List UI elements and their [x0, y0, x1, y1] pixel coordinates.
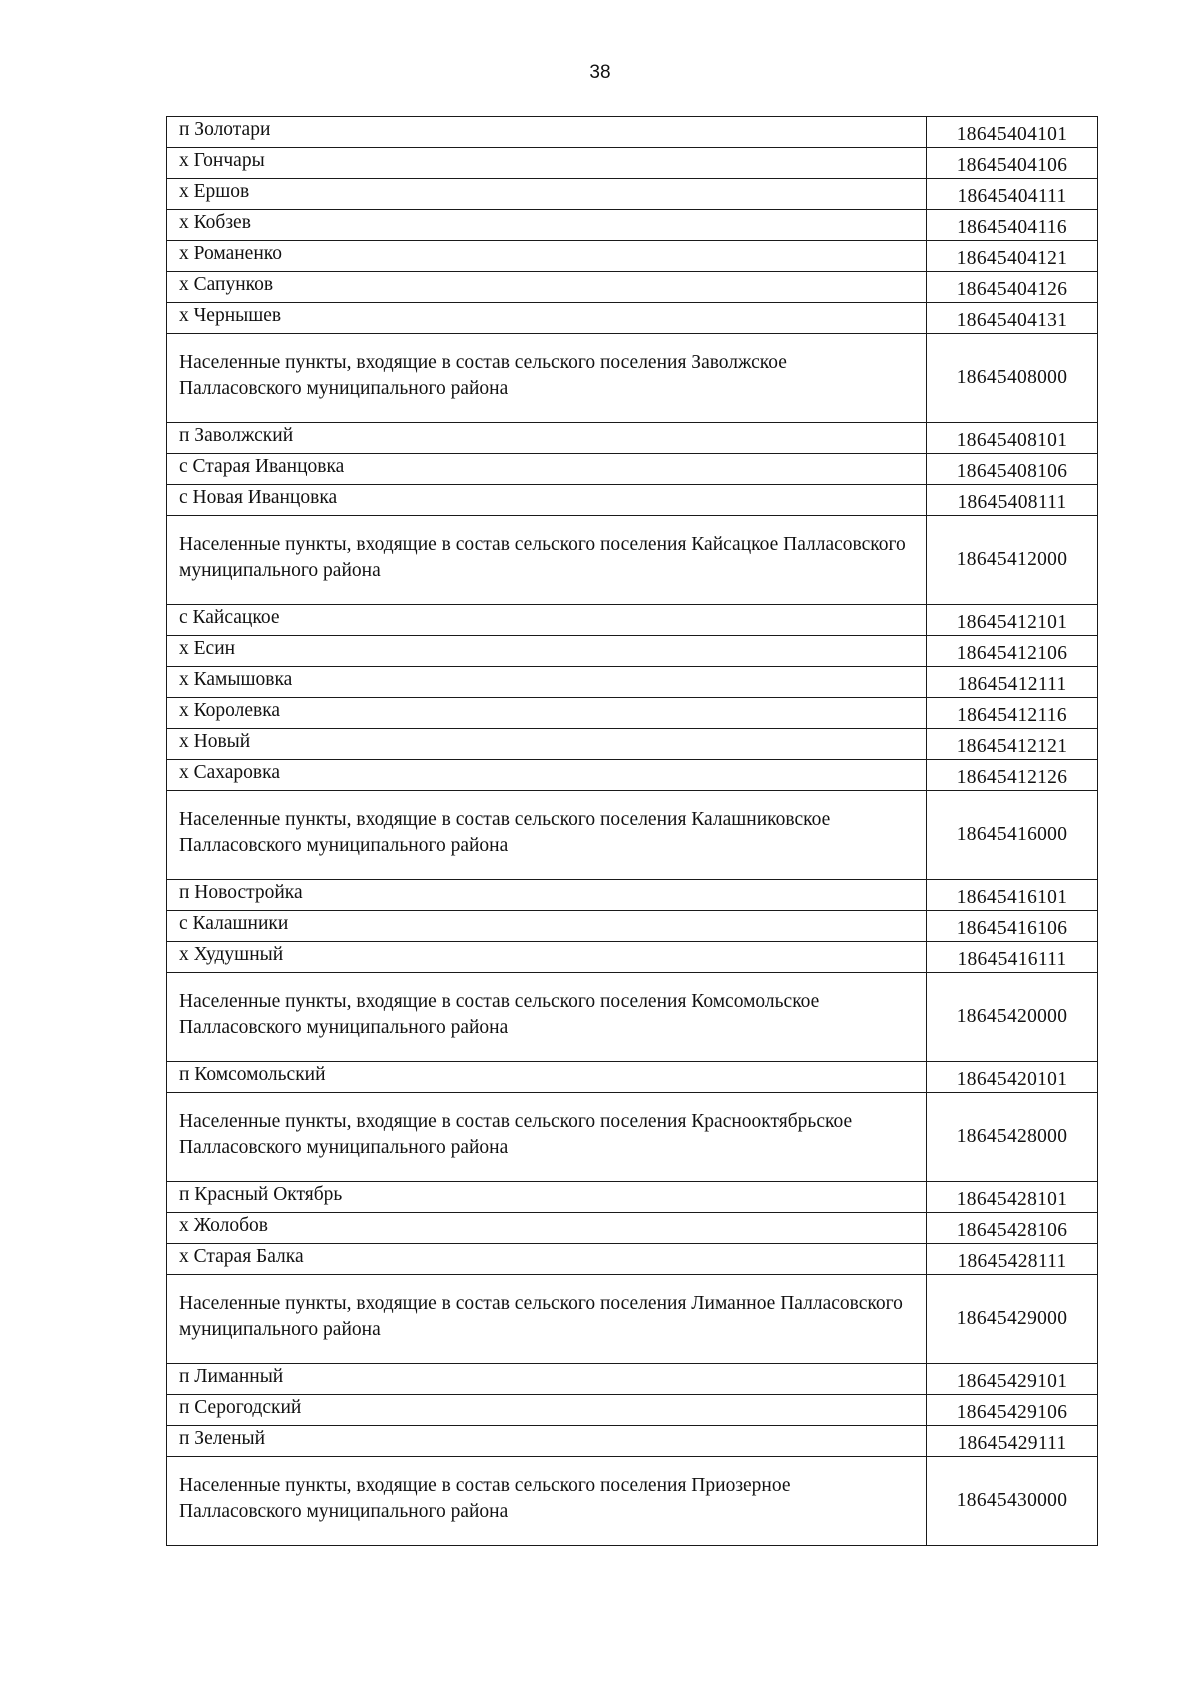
settlement-name-cell: Населенные пункты, входящие в состав сельского поселения Лиманное Палласовского муниципального района: [167, 1275, 927, 1364]
settlement-name-cell: Населенные пункты, входящие в состав сельского поселения Заволжское Палласовского муниципального района: [167, 334, 927, 423]
settlement-name-cell: Населенные пункты, входящие в состав сельского поселения Приозерное Палласовского муниципального района: [167, 1457, 927, 1546]
oktmo-code-cell: 18645404121: [927, 241, 1098, 272]
settlement-row: [167, 636, 1098, 667]
oktmo-code-cell: 18645412111: [927, 667, 1098, 698]
settlement-row: [167, 1182, 1098, 1213]
oktmo-code-cell: 18645412101: [927, 605, 1098, 636]
settlement-name-cell: х Камышовка: [167, 667, 927, 698]
oktmo-code-cell: 18645428000: [927, 1093, 1098, 1182]
settlement-name-cell: п Заволжский: [167, 423, 927, 454]
oktmo-code-cell: 18645429000: [927, 1275, 1098, 1364]
settlement-name-cell: п Зеленый: [167, 1426, 927, 1457]
settlement-name-cell: Населенные пункты, входящие в состав сельского поселения Краснооктябрьское Палласовского муниципального района: [167, 1093, 927, 1182]
settlement-row: [167, 698, 1098, 729]
settlement-name-cell: п Новостройка: [167, 880, 927, 911]
settlement-name-cell: х Кобзев: [167, 210, 927, 241]
settlement-name-cell: с Старая Иванцовка: [167, 454, 927, 485]
oktmo-code-cell: 18645416111: [927, 942, 1098, 973]
settlement-group-row: [167, 791, 1098, 880]
settlement-name-cell: х Гончары: [167, 148, 927, 179]
settlement-name-cell: п Красный Октябрь: [167, 1182, 927, 1213]
settlement-row: [167, 760, 1098, 791]
oktmo-code-cell: 18645404101: [927, 117, 1098, 148]
settlement-name-cell: х Жолобов: [167, 1213, 927, 1244]
settlement-row: [167, 241, 1098, 272]
settlement-name-cell: х Сахаровка: [167, 760, 927, 791]
oktmo-code-cell: 18645416106: [927, 911, 1098, 942]
oktmo-code-cell: 18645408111: [927, 485, 1098, 516]
settlement-name-cell: х Худушный: [167, 942, 927, 973]
settlement-row: [167, 729, 1098, 760]
settlement-row: [167, 210, 1098, 241]
oktmo-code-cell: 18645416101: [927, 880, 1098, 911]
oktmo-code-cell: 18645429106: [927, 1395, 1098, 1426]
settlement-row: [167, 454, 1098, 485]
settlement-name-cell: с Калашники: [167, 911, 927, 942]
oktmo-code-cell: 18645412000: [927, 516, 1098, 605]
settlement-group-row: [167, 516, 1098, 605]
oktmo-code-cell: 18645412106: [927, 636, 1098, 667]
settlement-name-cell: х Есин: [167, 636, 927, 667]
settlement-row: [167, 880, 1098, 911]
oktmo-code-cell: 18645404111: [927, 179, 1098, 210]
settlement-row: [167, 1426, 1098, 1457]
settlement-row: [167, 485, 1098, 516]
settlement-row: [167, 1244, 1098, 1275]
oktmo-code-cell: 18645404116: [927, 210, 1098, 241]
page-number: 38: [589, 62, 611, 83]
oktmo-code-cell: 18645430000: [927, 1457, 1098, 1546]
settlement-group-row: [167, 334, 1098, 423]
settlement-name-cell: с Новая Иванцовка: [167, 485, 927, 516]
settlement-row: [167, 272, 1098, 303]
oktmo-code-cell: 18645420101: [927, 1062, 1098, 1093]
settlement-group-row: [167, 1457, 1098, 1546]
oktmo-code-cell: 18645412116: [927, 698, 1098, 729]
settlement-name-cell: х Новый: [167, 729, 927, 760]
settlement-name-cell: х Сапунков: [167, 272, 927, 303]
settlement-group-row: [167, 973, 1098, 1062]
settlement-name-cell: Населенные пункты, входящие в состав сельского поселения Калашниковское Палласовского муниципального района: [167, 791, 927, 880]
settlement-name-cell: п Лиманный: [167, 1364, 927, 1395]
settlement-name-cell: х Ершов: [167, 179, 927, 210]
oktmo-code-cell: 18645404106: [927, 148, 1098, 179]
oktmo-code-cell: 18645412126: [927, 760, 1098, 791]
registry-table-body: [167, 117, 1098, 1546]
settlement-row: [167, 667, 1098, 698]
oktmo-code-cell: 18645429111: [927, 1426, 1098, 1457]
settlement-name-cell: х Старая Балка: [167, 1244, 927, 1275]
settlement-registry-table: [166, 116, 1098, 1546]
oktmo-code-cell: 18645404126: [927, 272, 1098, 303]
settlement-name-cell: п Золотари: [167, 117, 927, 148]
oktmo-code-cell: 18645429101: [927, 1364, 1098, 1395]
oktmo-code-cell: 18645408101: [927, 423, 1098, 454]
oktmo-code-cell: 18645428106: [927, 1213, 1098, 1244]
settlement-name-cell: х Романенко: [167, 241, 927, 272]
settlement-name-cell: с Кайсацкое: [167, 605, 927, 636]
settlement-group-row: [167, 1093, 1098, 1182]
oktmo-code-cell: 18645408000: [927, 334, 1098, 423]
settlement-row: [167, 117, 1098, 148]
settlement-row: [167, 179, 1098, 210]
oktmo-code-cell: 18645408106: [927, 454, 1098, 485]
oktmo-code-cell: 18645420000: [927, 973, 1098, 1062]
settlement-row: [167, 1395, 1098, 1426]
settlement-row: [167, 1213, 1098, 1244]
settlement-row: [167, 1062, 1098, 1093]
settlement-row: [167, 1364, 1098, 1395]
settlement-row: [167, 148, 1098, 179]
settlement-row: [167, 423, 1098, 454]
settlement-row: [167, 605, 1098, 636]
oktmo-code-cell: 18645416000: [927, 791, 1098, 880]
settlement-name-cell: х Чернышев: [167, 303, 927, 334]
settlement-row: [167, 911, 1098, 942]
oktmo-code-cell: 18645428111: [927, 1244, 1098, 1275]
settlement-row: [167, 942, 1098, 973]
oktmo-code-cell: 18645428101: [927, 1182, 1098, 1213]
settlement-name-cell: х Королевка: [167, 698, 927, 729]
settlement-name-cell: Населенные пункты, входящие в состав сельского поселения Кайсацкое Палласовского муниципального района: [167, 516, 927, 605]
settlement-name-cell: Населенные пункты, входящие в состав сельского поселения Комсомольское Палласовского муниципального района: [167, 973, 927, 1062]
settlement-row: [167, 303, 1098, 334]
settlement-name-cell: п Комсомольский: [167, 1062, 927, 1093]
settlement-group-row: [167, 1275, 1098, 1364]
oktmo-code-cell: 18645412121: [927, 729, 1098, 760]
settlement-name-cell: п Серогодский: [167, 1395, 927, 1426]
oktmo-code-cell: 18645404131: [927, 303, 1098, 334]
